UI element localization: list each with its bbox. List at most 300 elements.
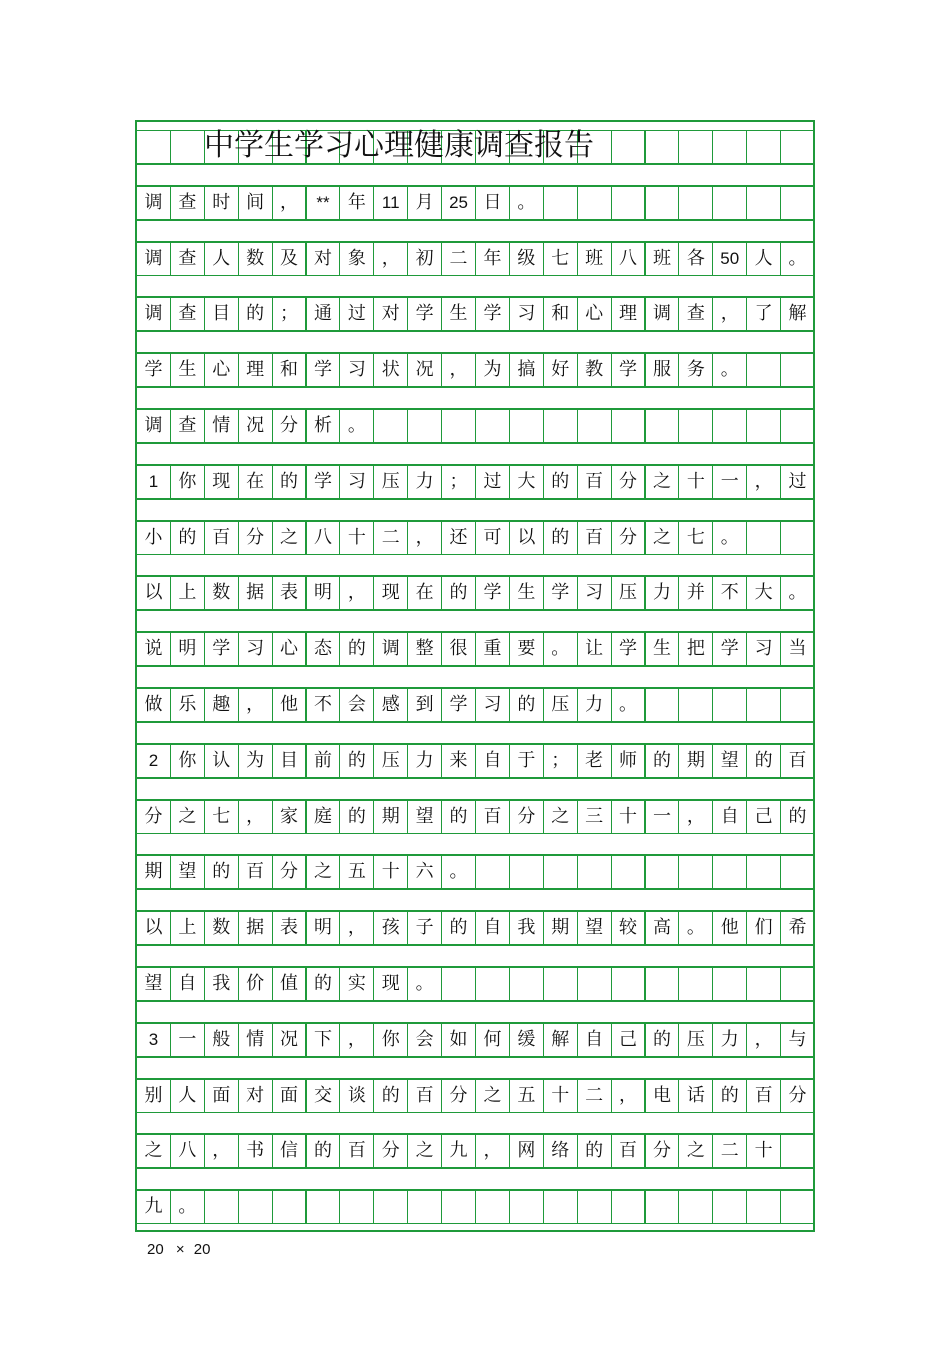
grid-cols-count: 20 [193, 1241, 211, 1258]
grid-empty-cell [746, 967, 781, 1001]
title-grid-cell [780, 130, 815, 164]
row-spacer [136, 1001, 814, 1023]
grid-empty-cell [678, 186, 713, 220]
grid-char-cell: 十 [339, 521, 374, 555]
grid-char-cell: 之 [678, 1134, 713, 1168]
grid-char-cell: 十 [678, 465, 713, 499]
grid-char-cell: 之 [475, 1079, 510, 1113]
grid-char-cell: 前 [306, 744, 341, 778]
grid-empty-cell [543, 967, 578, 1001]
grid-empty-cell [746, 186, 781, 220]
grid-char-cell: 11 [373, 186, 408, 220]
grid-char-cell: ， [678, 800, 713, 834]
grid-char-cell: 学 [306, 465, 341, 499]
grid-empty-cell [475, 409, 510, 443]
title-grid-cell [170, 130, 205, 164]
grid-empty-cell [543, 1190, 578, 1224]
grid-char-cell: 学 [407, 297, 442, 331]
grid-char-cell: 调 [645, 297, 680, 331]
grid-char-cell: 。 [678, 911, 713, 945]
grid-char-cell: 习 [339, 465, 374, 499]
grid-char-cell: 查 [170, 297, 205, 331]
title-grid-cell [611, 130, 646, 164]
grid-char-cell: 之 [645, 465, 680, 499]
grid-char-cell: 面 [204, 1079, 239, 1113]
grid-char-cell: 压 [373, 744, 408, 778]
grid-char-cell: 生 [170, 353, 205, 387]
grid-char-cell: 明 [170, 632, 205, 666]
grid-char-cell: 力 [645, 576, 680, 610]
grid-char-cell: 七 [204, 800, 239, 834]
grid-char-cell: 年 [339, 186, 374, 220]
grid-char-cell: 压 [611, 576, 646, 610]
grid-char-cell: 调 [136, 242, 171, 276]
row-spacer [136, 331, 814, 353]
grid-char-cell: 来 [441, 744, 476, 778]
grid-char-cell: 的 [373, 1079, 408, 1113]
grid-char-cell: 生 [509, 576, 544, 610]
grid-char-cell: 百 [577, 521, 612, 555]
grid-char-cell: 学 [204, 632, 239, 666]
grid-char-cell: 及 [272, 242, 307, 276]
grid-char-cell: 力 [407, 744, 442, 778]
grid-char-cell: 现 [373, 967, 408, 1001]
grid-empty-cell [712, 186, 747, 220]
grid-char-cell: 学 [611, 632, 646, 666]
grid-char-cell: 的 [712, 1079, 747, 1113]
grid-char-cell: 己 [746, 800, 781, 834]
row-spacer [136, 164, 814, 186]
grid-char-cell: 况 [272, 1023, 307, 1057]
grid-char-cell: 十 [611, 800, 646, 834]
grid-empty-cell [577, 186, 612, 220]
grid-empty-cell [509, 855, 544, 889]
grid-char-cell: 查 [678, 297, 713, 331]
grid-char-cell: 心 [577, 297, 612, 331]
grid-char-cell: 习 [577, 576, 612, 610]
grid-char-cell: 当 [780, 632, 815, 666]
grid-char-cell: 之 [407, 1134, 442, 1168]
grid-char-cell: 情 [204, 409, 239, 443]
grid-char-cell: 下 [306, 1023, 341, 1057]
grid-char-cell: 子 [407, 911, 442, 945]
grid-char-cell: 小 [136, 521, 171, 555]
grid-char-cell: 望 [170, 855, 205, 889]
title-grid-cell [645, 130, 680, 164]
grid-empty-cell [678, 855, 713, 889]
grid-char-cell: 会 [339, 688, 374, 722]
grid-char-cell: 百 [577, 465, 612, 499]
grid-empty-cell [712, 688, 747, 722]
grid-char-cell: 的 [441, 576, 476, 610]
grid-empty-cell [678, 688, 713, 722]
grid-char-cell: 的 [543, 521, 578, 555]
grid-char-cell: 百 [611, 1134, 646, 1168]
grid-empty-cell [712, 855, 747, 889]
grid-empty-cell [509, 1190, 544, 1224]
grid-char-cell: 八 [306, 521, 341, 555]
grid-char-cell: 50 [712, 242, 747, 276]
grid-char-cell: 明 [306, 576, 341, 610]
grid-char-cell: ** [306, 186, 341, 220]
grid-char-cell: 百 [475, 800, 510, 834]
grid-char-cell: 谈 [339, 1079, 374, 1113]
grid-char-cell: 会 [407, 1023, 442, 1057]
grid-empty-cell [611, 967, 646, 1001]
grid-char-cell: 状 [373, 353, 408, 387]
grid-char-cell: 。 [407, 967, 442, 1001]
grid-char-cell: 二 [712, 1134, 747, 1168]
row-spacer [136, 499, 814, 521]
grid-char-cell: 七 [678, 521, 713, 555]
grid-char-cell: 了 [746, 297, 781, 331]
grid-empty-cell [645, 688, 680, 722]
grid-char-cell: 很 [441, 632, 476, 666]
grid-char-cell: 习 [339, 353, 374, 387]
grid-char-cell: 面 [272, 1079, 307, 1113]
grid-empty-cell [611, 186, 646, 220]
grid-char-cell: 整 [407, 632, 442, 666]
grid-empty-cell [543, 855, 578, 889]
grid-char-cell: 分 [780, 1079, 815, 1113]
grid-char-cell: 百 [204, 521, 239, 555]
grid-char-cell: 象 [339, 242, 374, 276]
grid-char-cell: 如 [441, 1023, 476, 1057]
grid-empty-cell [678, 967, 713, 1001]
grid-empty-cell [746, 1190, 781, 1224]
grid-char-cell: 各 [678, 242, 713, 276]
grid-char-cell: 以 [136, 911, 171, 945]
grid-char-cell: 查 [170, 242, 205, 276]
grid-empty-cell [373, 1190, 408, 1224]
grid-char-cell: 为 [475, 353, 510, 387]
row-spacer [136, 945, 814, 967]
grid-char-cell: 对 [373, 297, 408, 331]
grid-empty-cell [577, 967, 612, 1001]
grid-char-cell: 。 [712, 353, 747, 387]
grid-char-cell: 十 [373, 855, 408, 889]
grid-char-cell: 之 [306, 855, 341, 889]
grid-char-cell: 期 [678, 744, 713, 778]
grid-char-cell: 和 [272, 353, 307, 387]
grid-char-cell: ； [543, 744, 578, 778]
grid-char-cell: 二 [577, 1079, 612, 1113]
grid-char-cell: 五 [339, 855, 374, 889]
row-spacer [136, 666, 814, 688]
grid-char-cell: 期 [136, 855, 171, 889]
grid-empty-cell [373, 409, 408, 443]
grid-empty-cell [441, 967, 476, 1001]
grid-char-cell: 做 [136, 688, 171, 722]
grid-empty-cell [780, 688, 815, 722]
grid-char-cell: 他 [272, 688, 307, 722]
grid-char-cell: 三 [577, 800, 612, 834]
grid-char-cell: 于 [509, 744, 544, 778]
title-grid-cell [136, 130, 171, 164]
grid-empty-cell [780, 1190, 815, 1224]
grid-char-cell: 的 [577, 1134, 612, 1168]
grid-char-cell: 大 [509, 465, 544, 499]
grid-char-cell: 据 [238, 576, 273, 610]
grid-char-cell: 数 [204, 576, 239, 610]
grid-char-cell: 教 [577, 353, 612, 387]
grid-char-cell: 络 [543, 1134, 578, 1168]
grid-char-cell: 解 [780, 297, 815, 331]
grid-char-cell: 数 [204, 911, 239, 945]
grid-char-cell: 学 [712, 632, 747, 666]
row-spacer [136, 554, 814, 576]
grid-empty-cell [543, 409, 578, 443]
grid-char-cell: 不 [712, 576, 747, 610]
grid-char-cell: 。 [611, 688, 646, 722]
grid-char-cell: 表 [272, 576, 307, 610]
grid-char-cell: 百 [746, 1079, 781, 1113]
grid-char-cell: 学 [475, 576, 510, 610]
title-grid-cell [712, 130, 747, 164]
grid-char-cell: 的 [543, 465, 578, 499]
title-grid-cell [746, 130, 781, 164]
grid-char-cell: 压 [678, 1023, 713, 1057]
grid-char-cell: 百 [780, 744, 815, 778]
grid-empty-cell [204, 1190, 239, 1224]
grid-empty-cell [780, 855, 815, 889]
grid-char-cell: 的 [339, 632, 374, 666]
grid-empty-cell [780, 353, 815, 387]
grid-char-cell: 在 [238, 465, 273, 499]
grid-empty-cell [678, 1190, 713, 1224]
grid-char-cell: 高 [645, 911, 680, 945]
grid-char-cell: 之 [136, 1134, 171, 1168]
grid-char-cell: ， [746, 465, 781, 499]
grid-empty-cell [509, 409, 544, 443]
grid-char-cell: 。 [441, 855, 476, 889]
grid-char-cell: 搞 [509, 353, 544, 387]
grid-char-cell: 调 [136, 297, 171, 331]
grid-empty-cell [611, 855, 646, 889]
grid-empty-cell [238, 1190, 273, 1224]
grid-char-cell: 自 [577, 1023, 612, 1057]
grid-char-cell: 网 [509, 1134, 544, 1168]
grid-char-cell: 间 [238, 186, 273, 220]
grid-char-cell: 25 [441, 186, 476, 220]
grid-char-cell: 习 [238, 632, 273, 666]
grid-char-cell: 人 [746, 242, 781, 276]
grid-char-cell: 查 [170, 409, 205, 443]
grid-char-cell: 望 [407, 800, 442, 834]
grid-char-cell: 自 [475, 744, 510, 778]
grid-char-cell: 大 [746, 576, 781, 610]
grid-char-cell: 电 [645, 1079, 680, 1113]
grid-empty-cell [441, 409, 476, 443]
grid-char-cell: 表 [272, 911, 307, 945]
grid-char-cell: 七 [543, 242, 578, 276]
grid-char-cell: 以 [136, 576, 171, 610]
grid-char-cell: 。 [339, 409, 374, 443]
grid-char-cell: 之 [272, 521, 307, 555]
grid-char-cell: 的 [170, 521, 205, 555]
times-sign: × [175, 1241, 185, 1258]
grid-char-cell: 到 [407, 688, 442, 722]
grid-char-cell: 解 [543, 1023, 578, 1057]
grid-char-cell: 分 [272, 409, 307, 443]
grid-empty-cell [306, 1190, 341, 1224]
grid-char-cell: 实 [339, 967, 374, 1001]
title-grid-cell [678, 130, 713, 164]
grid-char-cell: 班 [577, 242, 612, 276]
grid-char-cell: 八 [611, 242, 646, 276]
row-spacer [136, 1168, 814, 1190]
grid-char-cell: 之 [543, 800, 578, 834]
grid-char-cell: 态 [306, 632, 341, 666]
grid-char-cell: 分 [509, 800, 544, 834]
grid-char-cell: 调 [136, 409, 171, 443]
grid-empty-cell [339, 1190, 374, 1224]
grid-char-cell: 况 [407, 353, 442, 387]
grid-char-cell: 。 [170, 1190, 205, 1224]
grid-char-cell: 分 [238, 521, 273, 555]
grid-char-cell: 二 [373, 521, 408, 555]
grid-empty-cell [509, 967, 544, 1001]
grid-empty-cell [645, 855, 680, 889]
grid-char-cell: 分 [441, 1079, 476, 1113]
grid-char-cell: 月 [407, 186, 442, 220]
grid-char-cell: 以 [509, 521, 544, 555]
grid-empty-cell [543, 186, 578, 220]
grid-char-cell: 力 [712, 1023, 747, 1057]
grid-char-cell: 好 [543, 353, 578, 387]
grid-char-cell: 的 [339, 744, 374, 778]
grid-char-cell: 一 [712, 465, 747, 499]
grid-char-cell: 十 [543, 1079, 578, 1113]
grid-char-cell: ； [441, 465, 476, 499]
grid-char-cell: 交 [306, 1079, 341, 1113]
grid-char-cell: 。 [780, 242, 815, 276]
grid-char-cell: 通 [306, 297, 341, 331]
grid-empty-cell [746, 855, 781, 889]
grid-char-cell: 力 [407, 465, 442, 499]
grid-char-cell: 还 [441, 521, 476, 555]
grid-char-cell: 重 [475, 632, 510, 666]
row-spacer [136, 387, 814, 409]
grid-char-cell: 压 [373, 465, 408, 499]
grid-char-cell: 在 [407, 576, 442, 610]
grid-empty-cell [475, 855, 510, 889]
grid-char-cell: 你 [170, 744, 205, 778]
grid-empty-cell [746, 521, 781, 555]
grid-empty-cell [780, 967, 815, 1001]
grid-empty-cell [577, 855, 612, 889]
grid-char-cell: 趣 [204, 688, 239, 722]
grid-char-cell: 家 [272, 800, 307, 834]
grid-char-cell: ， [712, 297, 747, 331]
grid-char-cell: 的 [509, 688, 544, 722]
grid-char-cell: ， [611, 1079, 646, 1113]
grid-empty-cell [645, 967, 680, 1001]
grid-char-cell: 学 [611, 353, 646, 387]
grid-empty-cell [780, 409, 815, 443]
grid-char-cell: 。 [543, 632, 578, 666]
grid-char-cell: 对 [306, 242, 341, 276]
grid-char-cell: ， [373, 242, 408, 276]
grid-empty-cell [645, 1190, 680, 1224]
grid-char-cell: 目 [272, 744, 307, 778]
grid-char-cell: 我 [204, 967, 239, 1001]
grid-char-cell: 的 [645, 744, 680, 778]
grid-char-cell: ， [441, 353, 476, 387]
grid-char-cell: 何 [475, 1023, 510, 1057]
grid-char-cell: ， [204, 1134, 239, 1168]
grid-char-cell: ， [746, 1023, 781, 1057]
grid-char-cell: 分 [136, 800, 171, 834]
grid-char-cell: 望 [136, 967, 171, 1001]
grid-char-cell: 心 [204, 353, 239, 387]
grid-char-cell: 的 [441, 911, 476, 945]
grid-char-cell: 书 [238, 1134, 273, 1168]
grid-char-cell: 生 [441, 297, 476, 331]
grid-empty-cell [712, 967, 747, 1001]
grid-char-cell: 现 [373, 576, 408, 610]
grid-empty-cell [746, 353, 781, 387]
grid-empty-cell [746, 409, 781, 443]
grid-char-cell: 把 [678, 632, 713, 666]
grid-char-cell: 明 [306, 911, 341, 945]
grid-char-cell: 查 [170, 186, 205, 220]
grid-char-cell: 的 [645, 1023, 680, 1057]
grid-char-cell: 我 [509, 911, 544, 945]
grid-char-cell: 的 [780, 800, 815, 834]
grid-char-cell: 压 [543, 688, 578, 722]
grid-empty-cell [407, 409, 442, 443]
grid-char-cell: 较 [611, 911, 646, 945]
grid-char-cell: 可 [475, 521, 510, 555]
grid-char-cell: 1 [136, 465, 171, 499]
grid-char-cell: 认 [204, 744, 239, 778]
grid-char-cell: 过 [475, 465, 510, 499]
grid-char-cell: 务 [678, 353, 713, 387]
grid-rows-count: 20 [147, 1241, 164, 1258]
grid-char-cell: 六 [407, 855, 442, 889]
grid-empty-cell [780, 1134, 815, 1168]
row-spacer [136, 1057, 814, 1079]
grid-char-cell: 学 [136, 353, 171, 387]
row-spacer [136, 722, 814, 744]
grid-char-cell: 自 [170, 967, 205, 1001]
grid-empty-cell [645, 186, 680, 220]
grid-char-cell: 说 [136, 632, 171, 666]
grid-char-cell: 五 [509, 1079, 544, 1113]
grid-char-cell: 的 [272, 465, 307, 499]
grid-char-cell: 班 [645, 242, 680, 276]
grid-char-cell: 数 [238, 242, 273, 276]
grid-char-cell: 他 [712, 911, 747, 945]
grid-char-cell: 缓 [509, 1023, 544, 1057]
grid-char-cell: ， [272, 186, 307, 220]
grid-char-cell: 日 [475, 186, 510, 220]
grid-char-cell: ； [272, 297, 307, 331]
grid-size-label [147, 1241, 210, 1258]
grid-char-cell: 别 [136, 1079, 171, 1113]
grid-char-cell: 分 [373, 1134, 408, 1168]
grid-char-cell: 时 [204, 186, 239, 220]
grid-char-cell: ， [238, 800, 273, 834]
grid-char-cell: 孩 [373, 911, 408, 945]
grid-char-cell: 分 [645, 1134, 680, 1168]
grid-char-cell: 为 [238, 744, 273, 778]
grid-char-cell: 理 [611, 297, 646, 331]
grid-char-cell: 并 [678, 576, 713, 610]
grid-char-cell: 人 [170, 1079, 205, 1113]
grid-char-cell: 望 [712, 744, 747, 778]
